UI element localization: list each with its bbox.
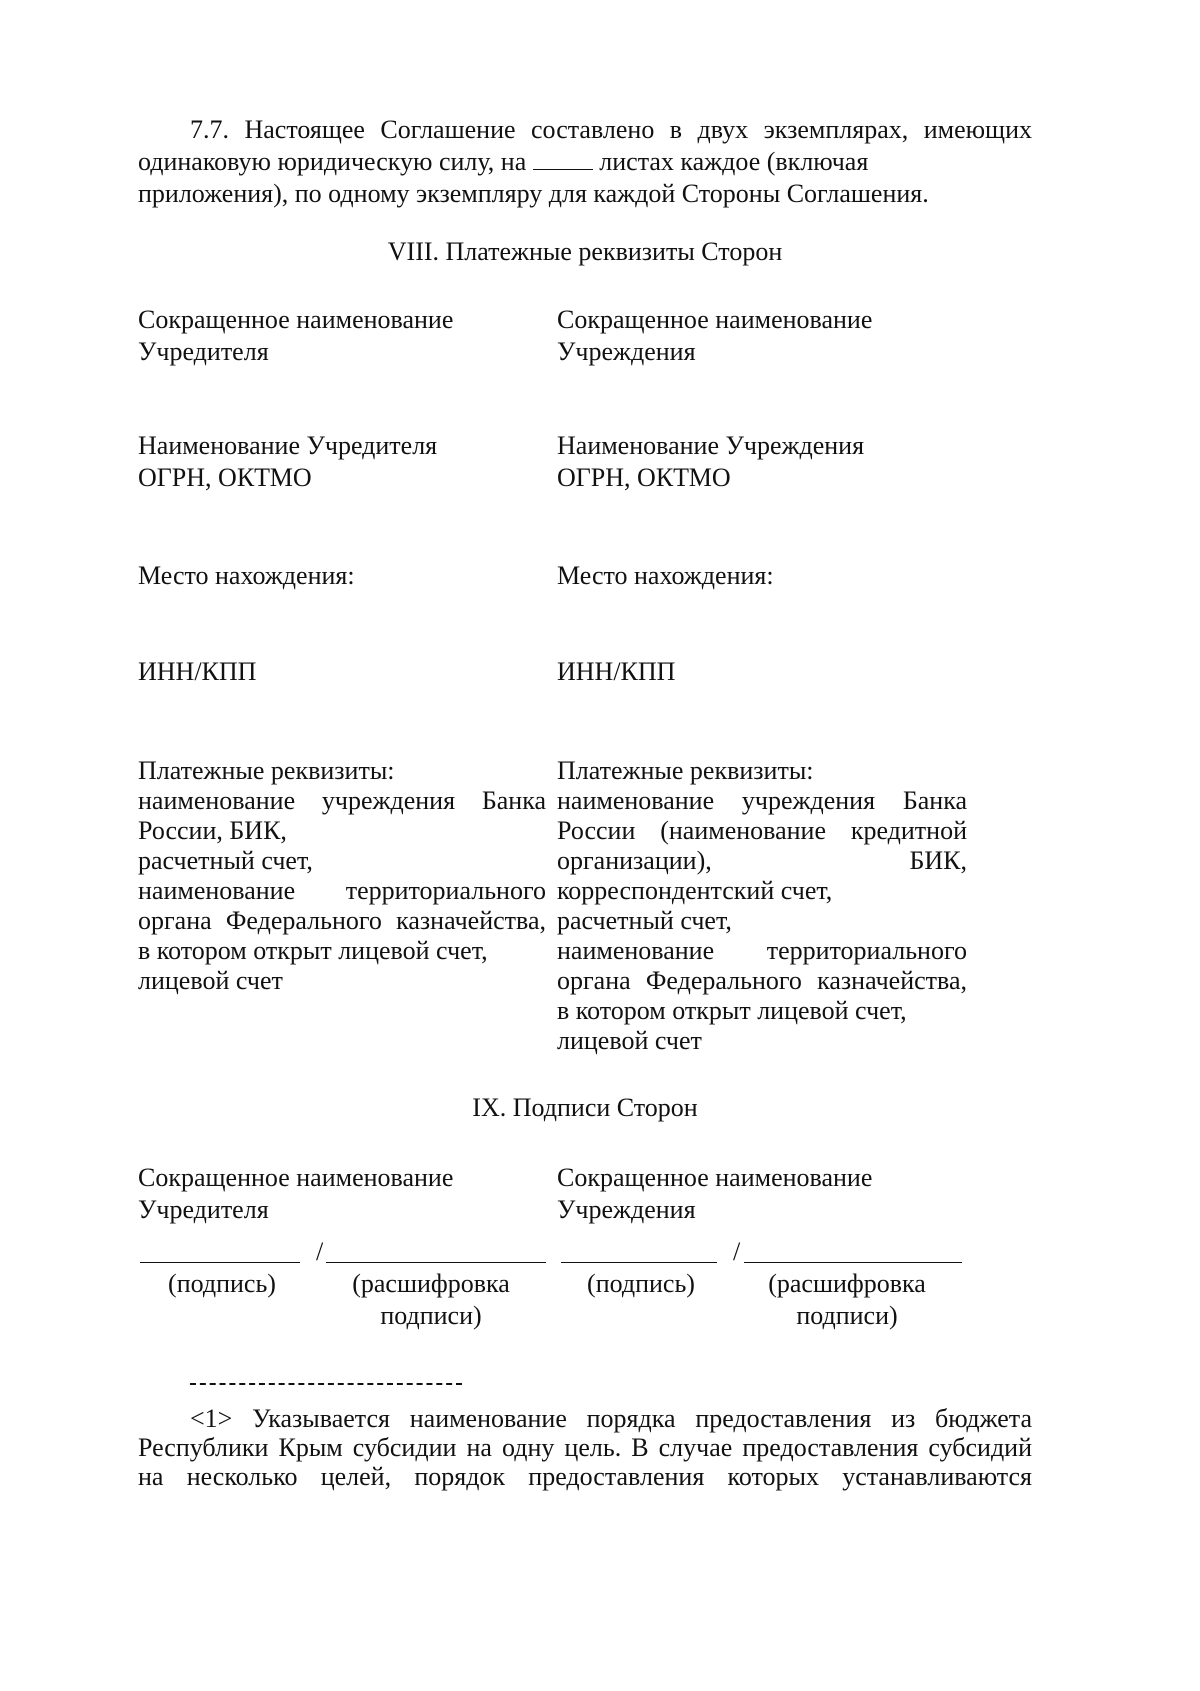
short-name-line: Учредителя	[138, 337, 269, 366]
word: листах	[599, 147, 674, 176]
section-8-title: VIII. Платежные реквизиты Сторон	[387, 237, 783, 266]
institution-name	[557, 430, 967, 494]
caption-line: подписи)	[380, 1301, 482, 1330]
paragraph-7-7	[138, 114, 1032, 210]
word: одинаковую	[138, 147, 271, 176]
text-line: Наименование Учредителя	[138, 431, 438, 460]
text-line: в котором открыт лицевой счет,	[138, 936, 488, 965]
separator-slash: /	[316, 1237, 324, 1266]
word: каждое	[680, 147, 761, 176]
short-name-line	[138, 304, 546, 336]
founder-sign-name	[138, 1162, 546, 1226]
text-line: наименование учреждения Банка	[557, 786, 967, 815]
text-line: лицевой счет	[557, 1026, 702, 1055]
paragraph-line: 7.7. Настоящее Соглашение составлено в двух экземплярах, имеющих	[190, 115, 1032, 144]
caption-line: (расшифровка	[768, 1269, 926, 1298]
institution-decryption-line	[744, 1262, 962, 1263]
institution-payment	[557, 756, 967, 1056]
blank-field	[533, 147, 593, 170]
text-line: расчетный счет,	[138, 846, 313, 875]
caption-line: (расшифровка	[352, 1269, 510, 1298]
founder-payment	[138, 756, 546, 996]
word: наименование	[715, 305, 873, 334]
word: наименование	[715, 1163, 873, 1192]
text-line: Платежные реквизиты:	[138, 756, 395, 785]
founder-place: Место нахождения:	[138, 561, 355, 590]
paragraph-line	[138, 146, 1032, 178]
word: наименование	[296, 305, 454, 334]
short-name-line	[138, 1162, 546, 1194]
footnote-line: на несколько целей, порядок предоставления которых устанавливаются	[138, 1462, 1032, 1491]
text-line: России, БИК,	[138, 816, 287, 845]
text-line: расчетный счет,	[557, 906, 732, 935]
text-line: ОГРН, ОКТМО	[138, 463, 312, 492]
signature-caption: (подпись)	[168, 1269, 276, 1298]
text-line: России (наименование кредитной	[557, 816, 967, 845]
word: Сокращенное	[138, 305, 290, 334]
institution-place: Место нахождения:	[557, 561, 774, 590]
text-line: лицевой счет	[138, 966, 283, 995]
word: наименование	[296, 1163, 454, 1192]
short-name-line: Учреждения	[557, 1195, 696, 1224]
text-line: органа Федерального казначейства,	[557, 966, 967, 995]
text-line: организации), БИК,	[557, 846, 967, 875]
section-9-title: IX. Подписи Сторон	[472, 1093, 698, 1122]
short-name-line	[557, 304, 967, 336]
founder-name	[138, 430, 546, 494]
institution-inn: ИНН/КПП	[557, 657, 676, 686]
founder-column	[138, 304, 546, 368]
text-line: Наименование Учреждения	[557, 431, 865, 460]
footnote	[138, 1404, 1032, 1491]
footnote-separator	[190, 1383, 462, 1385]
separator-slash: /	[733, 1237, 741, 1266]
text-line: в котором открыт лицевой счет,	[557, 996, 907, 1025]
short-name-line: Учреждения	[557, 337, 696, 366]
word: Сокращенное	[557, 305, 709, 334]
word: юридическую	[277, 147, 433, 176]
text-line: наименование учреждения Банка	[138, 786, 546, 815]
founder-decryption-line	[326, 1262, 546, 1263]
footnote-line: Республики Крым субсидии на одну цель. В случае предоставления субсидий	[138, 1433, 1032, 1462]
institution-column	[557, 304, 967, 368]
word: на	[500, 147, 527, 176]
word: Сокращенное	[138, 1163, 290, 1192]
institution-signature-line	[561, 1262, 717, 1263]
word: силу,	[438, 147, 495, 176]
decryption-caption	[326, 1268, 536, 1332]
caption-line: подписи)	[796, 1301, 898, 1330]
founder-signature-line	[140, 1262, 300, 1263]
text-line: наименование территориального	[557, 936, 967, 965]
text-line: Платежные реквизиты:	[557, 756, 814, 785]
short-name-line	[557, 1162, 965, 1194]
word: Сокращенное	[557, 1163, 709, 1192]
text-line: наименование территориального	[138, 876, 546, 905]
institution-sign-name	[557, 1162, 965, 1226]
short-name-line: Учредителя	[138, 1195, 269, 1224]
paragraph-line: приложения), по одному экземпляру для каждой Стороны Соглашения.	[138, 179, 929, 208]
text-line: корреспондентский счет,	[557, 876, 833, 905]
text-line: ОГРН, ОКТМО	[557, 463, 731, 492]
footnote-line: <1> Указывается наименование порядка предоставления из бюджета	[190, 1404, 1032, 1433]
founder-inn: ИНН/КПП	[138, 657, 257, 686]
text-line: органа Федерального казначейства,	[138, 906, 546, 935]
decryption-caption	[744, 1268, 950, 1332]
word: (включая	[766, 147, 869, 176]
signature-caption: (подпись)	[587, 1269, 695, 1298]
